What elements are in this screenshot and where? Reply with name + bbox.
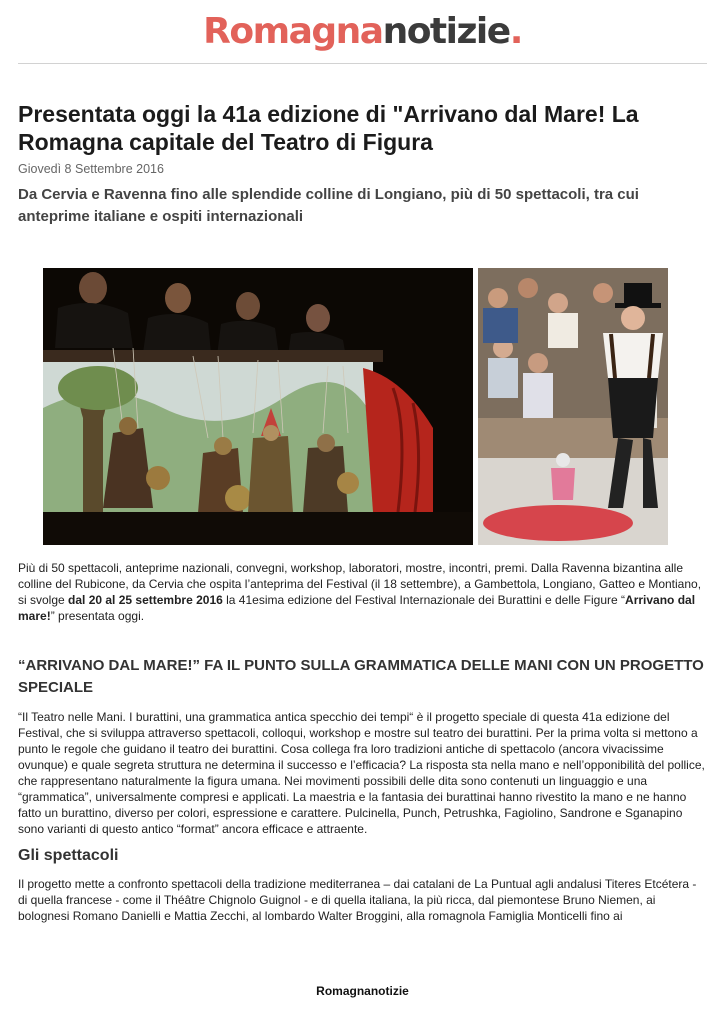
logo-notizie: notizie	[382, 11, 510, 52]
article-title: Presentata oggi la 41a edizione di "Arrivano dal Mare! La Romagna capitale del Teatro di Figura	[18, 101, 639, 155]
intro-dates: dal 20 al 25 settembre 2016	[68, 593, 223, 607]
section-body-spettacoli: Il progetto mette a confronto spettacoli della tradizione mediterranea – dai catalani de La Puntual agli andalusi Titeres Etcétera - di quella francese - come il Théâtre Chignolo Guignol - e di quella italiana, la più ricca, dal piemontese Bruno Niemen, ai bolognesi Romano Danielli e Mattia Zecchi, al lombardo Walter Broggini, alla romagnola Famiglia Monticelli fino ai	[18, 877, 697, 923]
section-heading-spettacoli: Gli spettacoli	[18, 847, 119, 864]
article-photo	[43, 268, 668, 545]
article-intro	[18, 560, 708, 624]
site-logo[interactable]	[0, 10, 725, 54]
article-date: Giovedì 8 Settembre 2016	[18, 162, 164, 176]
article-header	[18, 100, 708, 228]
intro-festival-name: Arrivano dal mare!	[18, 593, 696, 623]
masthead	[0, 0, 725, 62]
logo-romagna: Romagna	[203, 11, 383, 52]
logo-dot: .	[509, 11, 522, 52]
intro-after: ” presentata oggi.	[50, 609, 145, 623]
section-heading-grammatica: “ARRIVANO DAL MARE!” FA IL PUNTO SULLA GRAMMATICA DELLE MANI CON UN PROGETTO SPECIALE	[18, 657, 704, 696]
section-body-grammatica: “Il Teatro nelle Mani. I burattini, una grammatica antica specchio dei tempi“ è il progetto speciale di questa 41a edizione del Festival, che si sviluppa attraverso spettacoli, colloqui, workshop e mostre sul teatro dei burattini. Per la prima volta si mettono a punto le regole che guidano il teatro dei burattini. Cosa collega fra loro tradizioni antiche di spettacolo (ancora vivacissime ovunque) e quale segreta struttura ne determina il successo e l’efficacia? La risposta sta nella mano e nell’opponibilità del pollice, che rappresentano naturalmente la figura umana. Nei movimenti possibili delle dita sono contenuti un linguaggio e una “grammatica”, universalmente compresi e applicati. La maestria e la fantasia dei burattinai hanno rivestito la mano e ne hanno fatto un burattino, diverso per colori, espressione e carattere. Pulcinella, Punch, Petrushka, Fagiolino, Sandrone e Sganapino sono varianti di questo antico “format” ancora efficace e attraente.	[18, 710, 705, 836]
page-footer: Romagnanotizie	[316, 984, 409, 998]
intro-before: Più di 50 spettacoli, anteprime nazionali, convegni, workshop, laboratori, mostre, incontri, premi. Dalla Ravenna bizantina alle colline del Rubicone, da Cervia che ospita l’anteprima del Festival (il 18 settembre), a Gambettola, Longiano, Gatteo e Montiano, si svolge	[18, 561, 702, 607]
article-subtitle: Da Cervia e Ravenna fino alle splendide colline di Longiano, più di 50 spettacoli, tra cui anteprime italiane e ospiti internazionali	[18, 186, 639, 225]
header-divider	[18, 63, 707, 64]
intro-middle: la 41esima edizione del Festival Internazionale dei Burattini e delle Figure “	[222, 593, 626, 607]
